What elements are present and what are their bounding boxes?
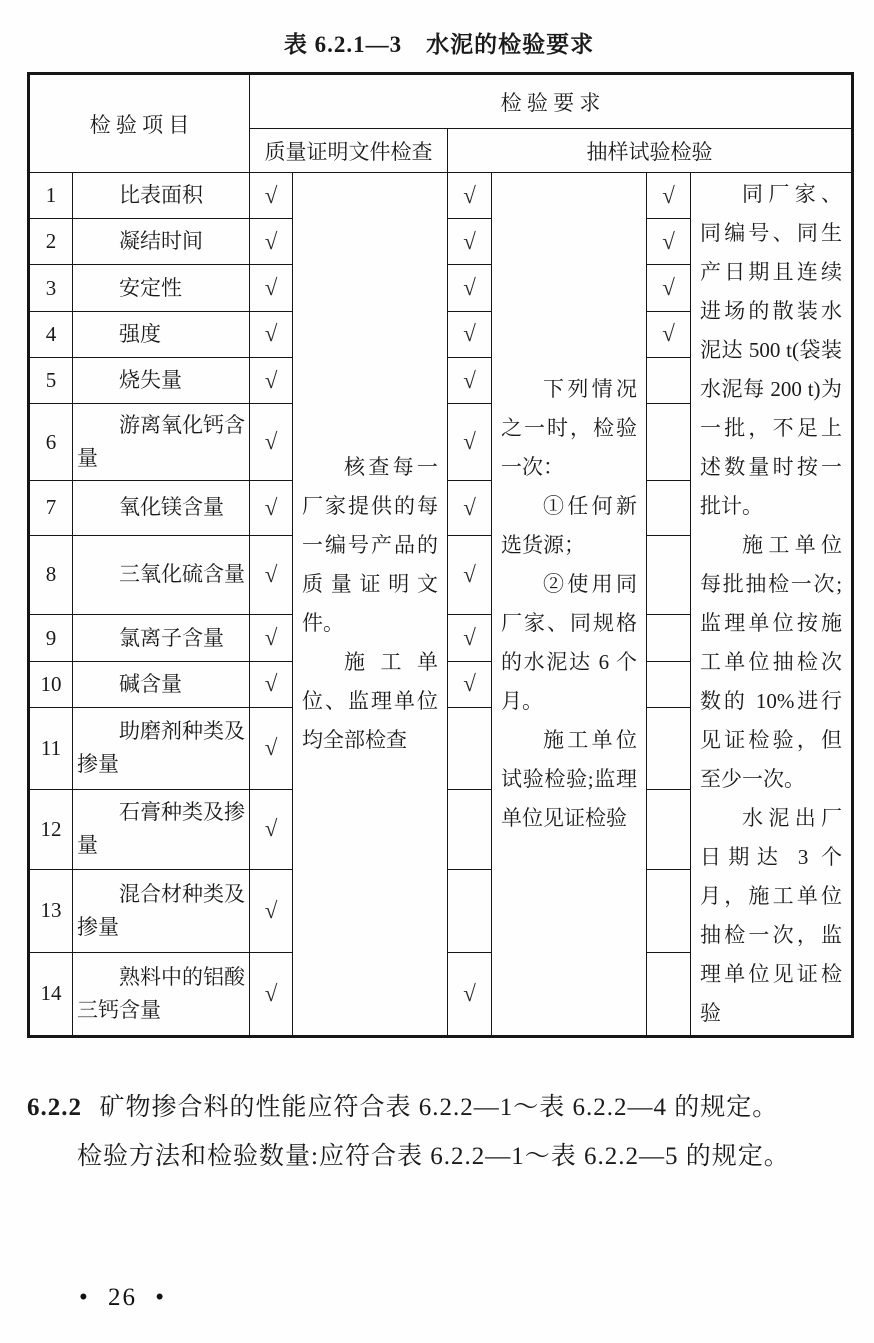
note-paragraph: 同厂家、同编号、同生产日期且连续进场的散装水泥达 500 t(袋装水泥每 200 t)为一批，不足上述数量时按一批计。 [700,182,843,518]
check-icon: √ [662,228,675,254]
item-name-cell: 三氧化硫含量 [73,535,250,615]
doc-check-cell [250,480,293,535]
check-icon: √ [463,429,476,455]
row-number-cell: 11 [29,707,73,789]
note-paragraph: ②使用同厂家、同规格的水泥达 6 个月。 [501,572,637,713]
check-icon: √ [264,367,278,393]
check-icon: √ [264,671,278,697]
batch-check-cell [647,789,691,869]
doc-check-cell [250,219,293,265]
table-title: 表 6.2.1—3 水泥的检验要求 [283,32,595,57]
item-name-cell: 熟料中的铝酸三钙含量 [73,952,250,1036]
doc-check-cell [250,661,293,707]
check-icon: √ [463,671,476,697]
note-paragraph: 施工单位、监理单位均全部检查 [302,650,438,752]
sampling-check-cell [448,219,492,265]
sampling-check-cell [448,869,492,952]
header-document-check: 质量证明文件检查 [250,129,448,173]
doc-check-cell [250,311,293,357]
method-paragraph: 检验方法和检验数量:应符合表 6.2.2—1～表 6.2.2—5 的规定。 [77,1143,790,1170]
item-name-cell: 烧失量 [73,357,250,403]
batch-check-cell [647,707,691,789]
sampling-check-cell [448,707,492,789]
header-row-top [29,74,853,129]
sampling-check-cell [448,480,492,535]
inspection-table [27,72,854,1038]
batch-check-cell [647,404,691,481]
item-name-cell: 比表面积 [73,173,250,219]
row-number-cell: 10 [29,661,73,707]
check-icon: √ [463,367,476,393]
doc-check-cell [250,615,293,661]
row-number-cell: 9 [29,615,73,661]
check-icon: √ [662,182,675,208]
batch-check-cell [647,615,691,661]
check-icon: √ [264,429,278,455]
check-icon: √ [264,228,278,254]
page-number: • 26 • [79,1284,167,1311]
sampling-check-cell [448,265,492,311]
note-paragraph: 施工单位试验检验;监理单位见证检验 [501,728,637,830]
clause-6-2-2 [27,1083,851,1132]
item-name-cell: 碱含量 [73,661,250,707]
item-name-cell: 氯离子含量 [73,615,250,661]
batch-check-cell [647,661,691,707]
sampling-check-cell [448,357,492,403]
item-name-cell: 凝结时间 [73,219,250,265]
check-icon: √ [264,735,278,761]
doc-check-cell [250,535,293,615]
check-icon: √ [463,275,476,301]
batch-check-cell [647,219,691,265]
item-name-cell: 氧化镁含量 [73,480,250,535]
doc-check-cell [250,869,293,952]
batch-check-cell [647,480,691,535]
check-icon: √ [264,897,278,923]
doc-check-cell [250,707,293,789]
check-icon: √ [662,321,675,347]
check-icon: √ [463,494,476,520]
row-number-cell: 13 [29,869,73,952]
check-icon: √ [463,182,476,208]
note-paragraph: 水泥出厂日期达 3 个月，施工单位抽检一次，监理单位见证检验 [700,806,843,1025]
table-row [29,173,853,219]
row-number-cell: 14 [29,952,73,1036]
batch-check-cell [647,869,691,952]
sampling-check-cell [448,615,492,661]
note-paragraph: 下列情况之一时，检验一次： [501,377,637,479]
clause-text: 矿物掺合料的性能应符合表 6.2.2—1～表 6.2.2—4 的规定。 [99,1094,779,1121]
item-name-cell: 安定性 [73,265,250,311]
row-number-cell: 2 [29,219,73,265]
clause-number: 6.2.2 [27,1094,82,1121]
doc-check-cell [250,265,293,311]
table-header [29,74,853,173]
note-paragraph: ①任何新选货源； [501,494,637,557]
check-icon: √ [463,321,476,347]
row-number-cell: 8 [29,535,73,615]
check-icon: √ [264,561,278,587]
note-paragraph: 核查每一厂家提供的每一编号产品的质量证明文件。 [302,455,438,635]
batch-note-cell [691,173,853,1037]
note-paragraph: 施工单位每批抽检一次;监理单位按施工单位抽检次数的 10%进行见证检验，但至少一次。 [700,533,843,791]
sampling-check-cell [448,404,492,481]
batch-check-cell [647,265,691,311]
doc-check-cell [250,173,293,219]
check-icon: √ [463,561,476,587]
check-icon: √ [463,228,476,254]
check-icon: √ [264,321,278,347]
doc-note-cell [293,173,448,1037]
header-item-column: 检 验 项 目 [29,74,250,173]
doc-check-cell [250,404,293,481]
doc-check-cell [250,952,293,1036]
sampling-note-cell [492,173,647,1037]
check-icon: √ [662,275,675,301]
doc-check-cell [250,357,293,403]
check-icon: √ [264,275,278,301]
inspection-table-body [29,173,853,1037]
sampling-check-cell [448,311,492,357]
row-number-cell: 7 [29,480,73,535]
row-number-cell: 12 [29,789,73,869]
header-requirement-group: 检 验 要 求 [250,74,853,129]
batch-check-cell [647,357,691,403]
sampling-check-cell [448,789,492,869]
item-name-cell: 石膏种类及掺量 [73,789,250,869]
batch-check-cell [647,535,691,615]
check-icon: √ [264,182,278,208]
sampling-check-cell [448,661,492,707]
row-number-cell: 6 [29,404,73,481]
item-name-cell: 强度 [73,311,250,357]
sampling-check-cell [448,952,492,1036]
batch-check-cell [647,173,691,219]
row-number-cell: 4 [29,311,73,357]
check-icon: √ [463,980,476,1006]
check-icon: √ [463,625,476,651]
check-icon: √ [264,980,278,1006]
sampling-check-cell [448,535,492,615]
check-icon: √ [264,625,278,651]
check-icon: √ [264,494,278,520]
header-sampling-test: 抽样试验检验 [448,129,853,173]
sampling-check-cell [448,173,492,219]
batch-check-cell [647,952,691,1036]
batch-check-cell [647,311,691,357]
row-number-cell: 1 [29,173,73,219]
item-name-cell: 助磨剂种类及掺量 [73,707,250,789]
check-icon: √ [264,816,278,842]
item-name-cell: 游离氧化钙含量 [73,404,250,481]
row-number-cell: 5 [29,357,73,403]
doc-check-cell [250,789,293,869]
item-name-cell: 混合材种类及掺量 [73,869,250,952]
row-number-cell: 3 [29,265,73,311]
